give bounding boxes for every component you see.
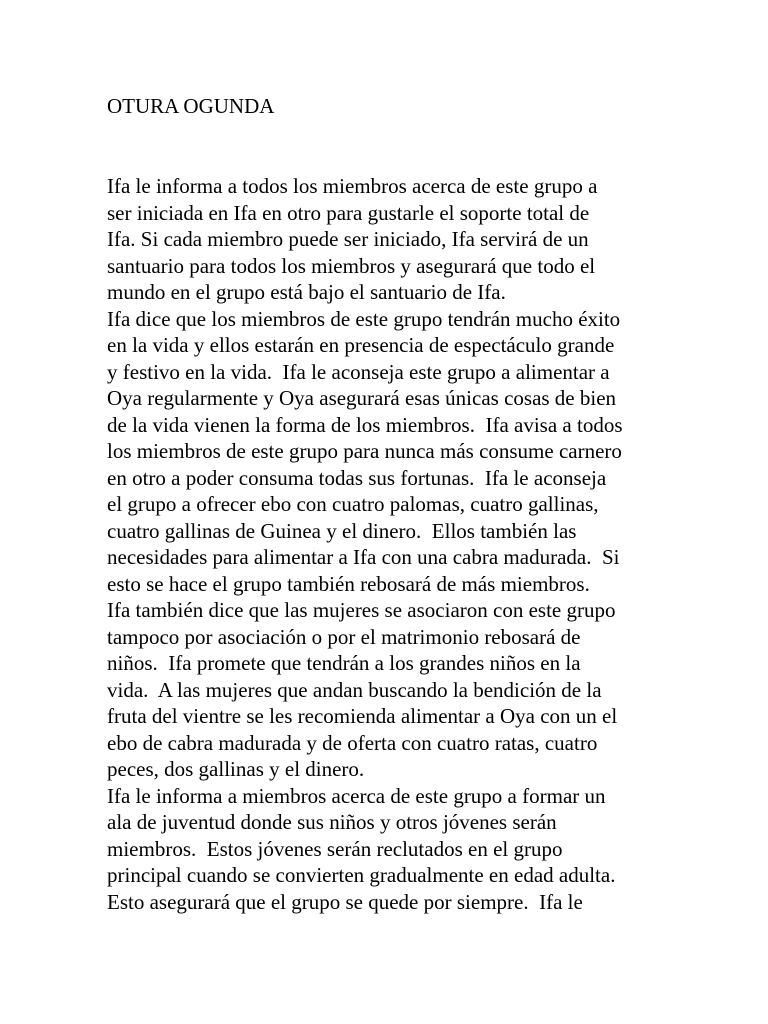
body-line: en la vida y ellos estarán en presencia de espectáculo grande — [107, 333, 615, 357]
body-line: cuatro gallinas de Guinea y el dinero. Ellos también las — [107, 518, 577, 543]
body-line: principal cuando se convierten gradualmente en edad adulta. — [107, 863, 616, 887]
body-line: y festivo en la vida. Ifa le aconseja este grupo a alimentar a — [107, 359, 610, 384]
body-line: Ifa le informa a todos los miembros acerca de este grupo a — [107, 174, 598, 198]
body-line: miembros. Estos jóvenes serán reclutados en el grupo — [107, 836, 563, 861]
body-line: Oya regularmente y Oya asegurará esas únicas cosas de bien — [107, 386, 617, 410]
body-line: esto se hace el grupo también rebosará de más miembros. — [107, 571, 590, 596]
body-line: mundo en el grupo está bajo el santuario de Ifa. — [107, 280, 506, 304]
body-line: tampoco por asociación o por el matrimonio rebosará de — [107, 624, 581, 649]
document-body — [107, 173, 727, 915]
body-line: peces, dos gallinas y el dinero. — [107, 757, 365, 781]
body-line: de la vida vienen la forma de los miembros. Ifa avisa a todos — [107, 412, 623, 437]
body-line: Esto asegurará que el grupo se quede por siempre. Ifa le — [107, 889, 583, 914]
body-line: en otro a poder consuma todas sus fortunas. Ifa le aconseja — [107, 465, 607, 490]
body-line: fruta del vientre se les recomienda alimentar a Oya con un el — [107, 704, 618, 728]
body-line: necesidades para alimentar a Ifa con una cabra madurada. Si — [107, 545, 620, 569]
body-line: vida. A las mujeres que andan buscando la bendición de la — [107, 677, 602, 702]
body-line: Ifa le informa a miembros acerca de este grupo a formar un — [107, 783, 606, 808]
body-line: Ifa dice que los miembros de este grupo tendrán mucho éxito — [107, 306, 621, 331]
body-line: Ifa también dice que las mujeres se asociaron con este grupo — [107, 598, 616, 622]
body-line: ser iniciada en Ifa en otro para gustarle el soporte total de — [107, 200, 590, 225]
body-line: santuario para todos los miembros y asegurará que todo el — [107, 253, 596, 278]
body-line: ebo de cabra madurada y de oferta con cuatro ratas, cuatro — [107, 730, 598, 755]
body-line: ala de juventud donde sus niños y otros jóvenes serán — [107, 810, 557, 834]
document-title: OTURA OGUNDA — [107, 94, 275, 118]
body-line: el grupo a ofrecer ebo con cuatro palomas, cuatro gallinas, — [107, 492, 599, 516]
body-line: Ifa. Si cada miembro puede ser iniciado, Ifa servirá de un — [107, 227, 589, 251]
body-line: niños. Ifa promete que tendrán a los grandes niños en la — [107, 651, 581, 675]
body-line: los miembros de este grupo para nunca más consume carnero — [107, 439, 622, 463]
